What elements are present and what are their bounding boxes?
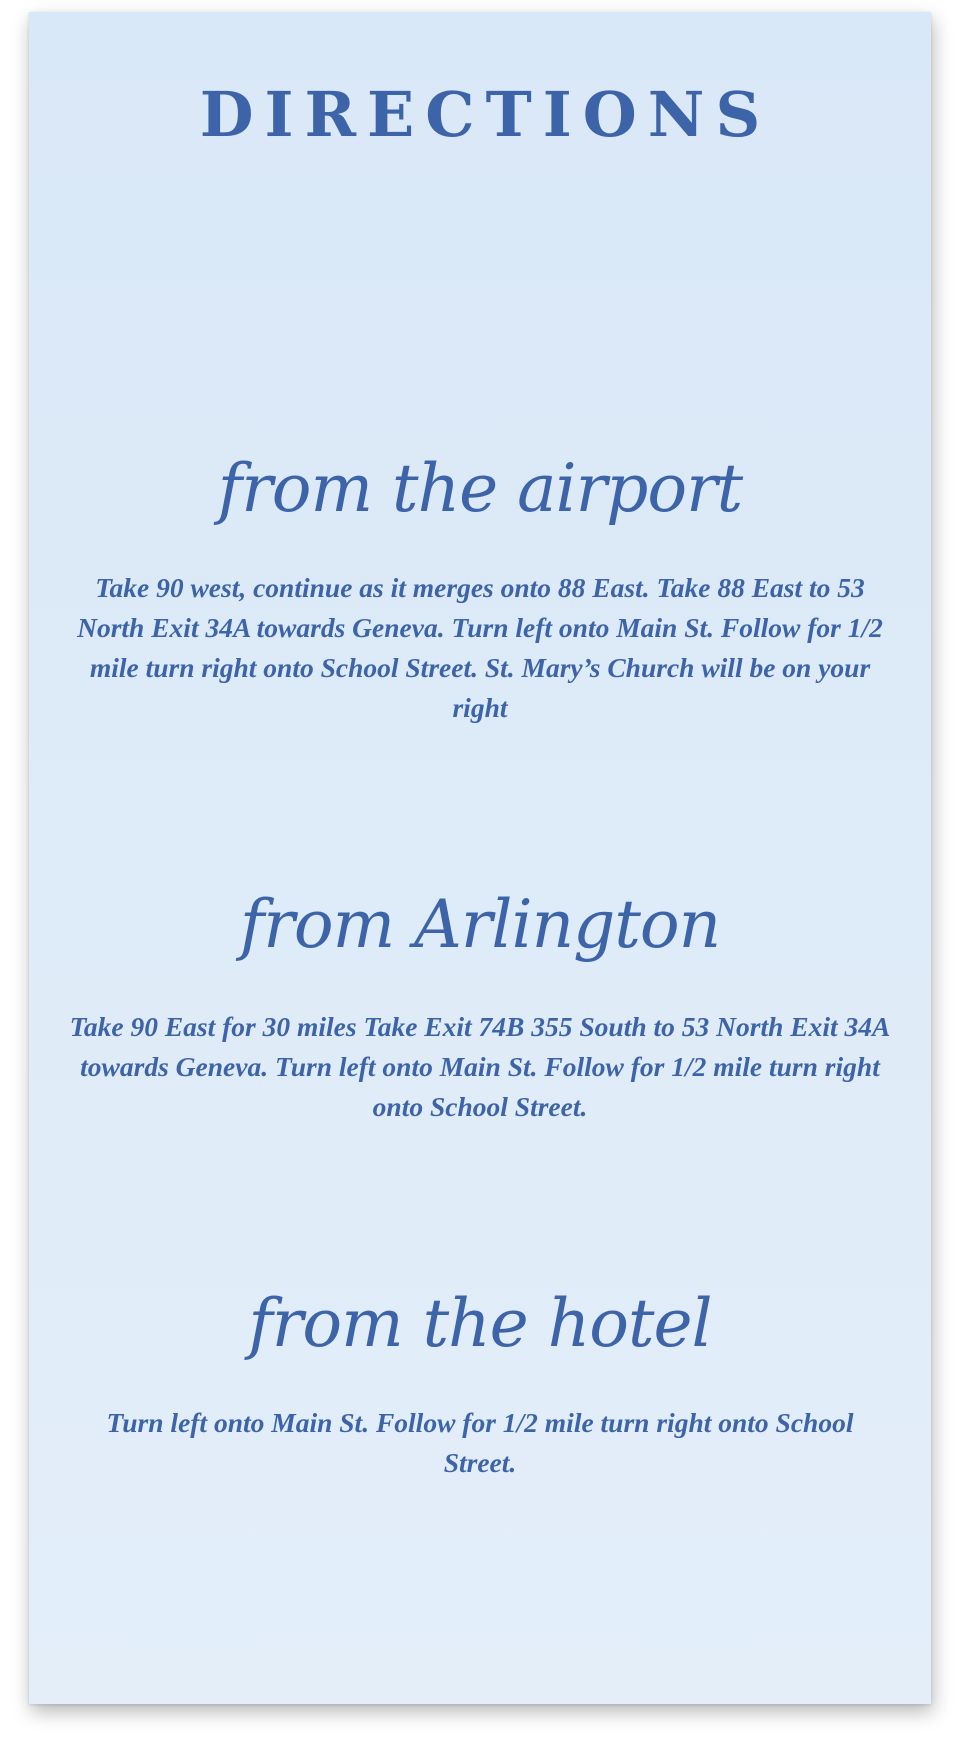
section-body-airport: Take 90 west, continue as it merges onto 88 East. Take 88 East to 53 North Exit 34A towards Geneva. Turn left onto Main St. Follow for 1/2 mile turn right onto School Street. St. Mary’s Church will be on your right (77, 572, 883, 723)
section-heading-hotel: from the hotel (248, 1285, 712, 1362)
directions-card (29, 12, 931, 1704)
section-heading-arlington: from Arlington (239, 886, 721, 963)
section-body-hotel: Turn left onto Main St. Follow for 1/2 mile turn right onto School Street. (106, 1407, 854, 1478)
section-body-arlington: Take 90 East for 30 miles Take Exit 74B 355 South to 53 North Exit 34A towards Geneva. Turn left onto Main St. Follow for 1/2 mile turn right onto School Street. (69, 1011, 891, 1122)
section-heading-airport: from the airport (217, 450, 743, 527)
page-title: DIRECTIONS (199, 78, 772, 151)
